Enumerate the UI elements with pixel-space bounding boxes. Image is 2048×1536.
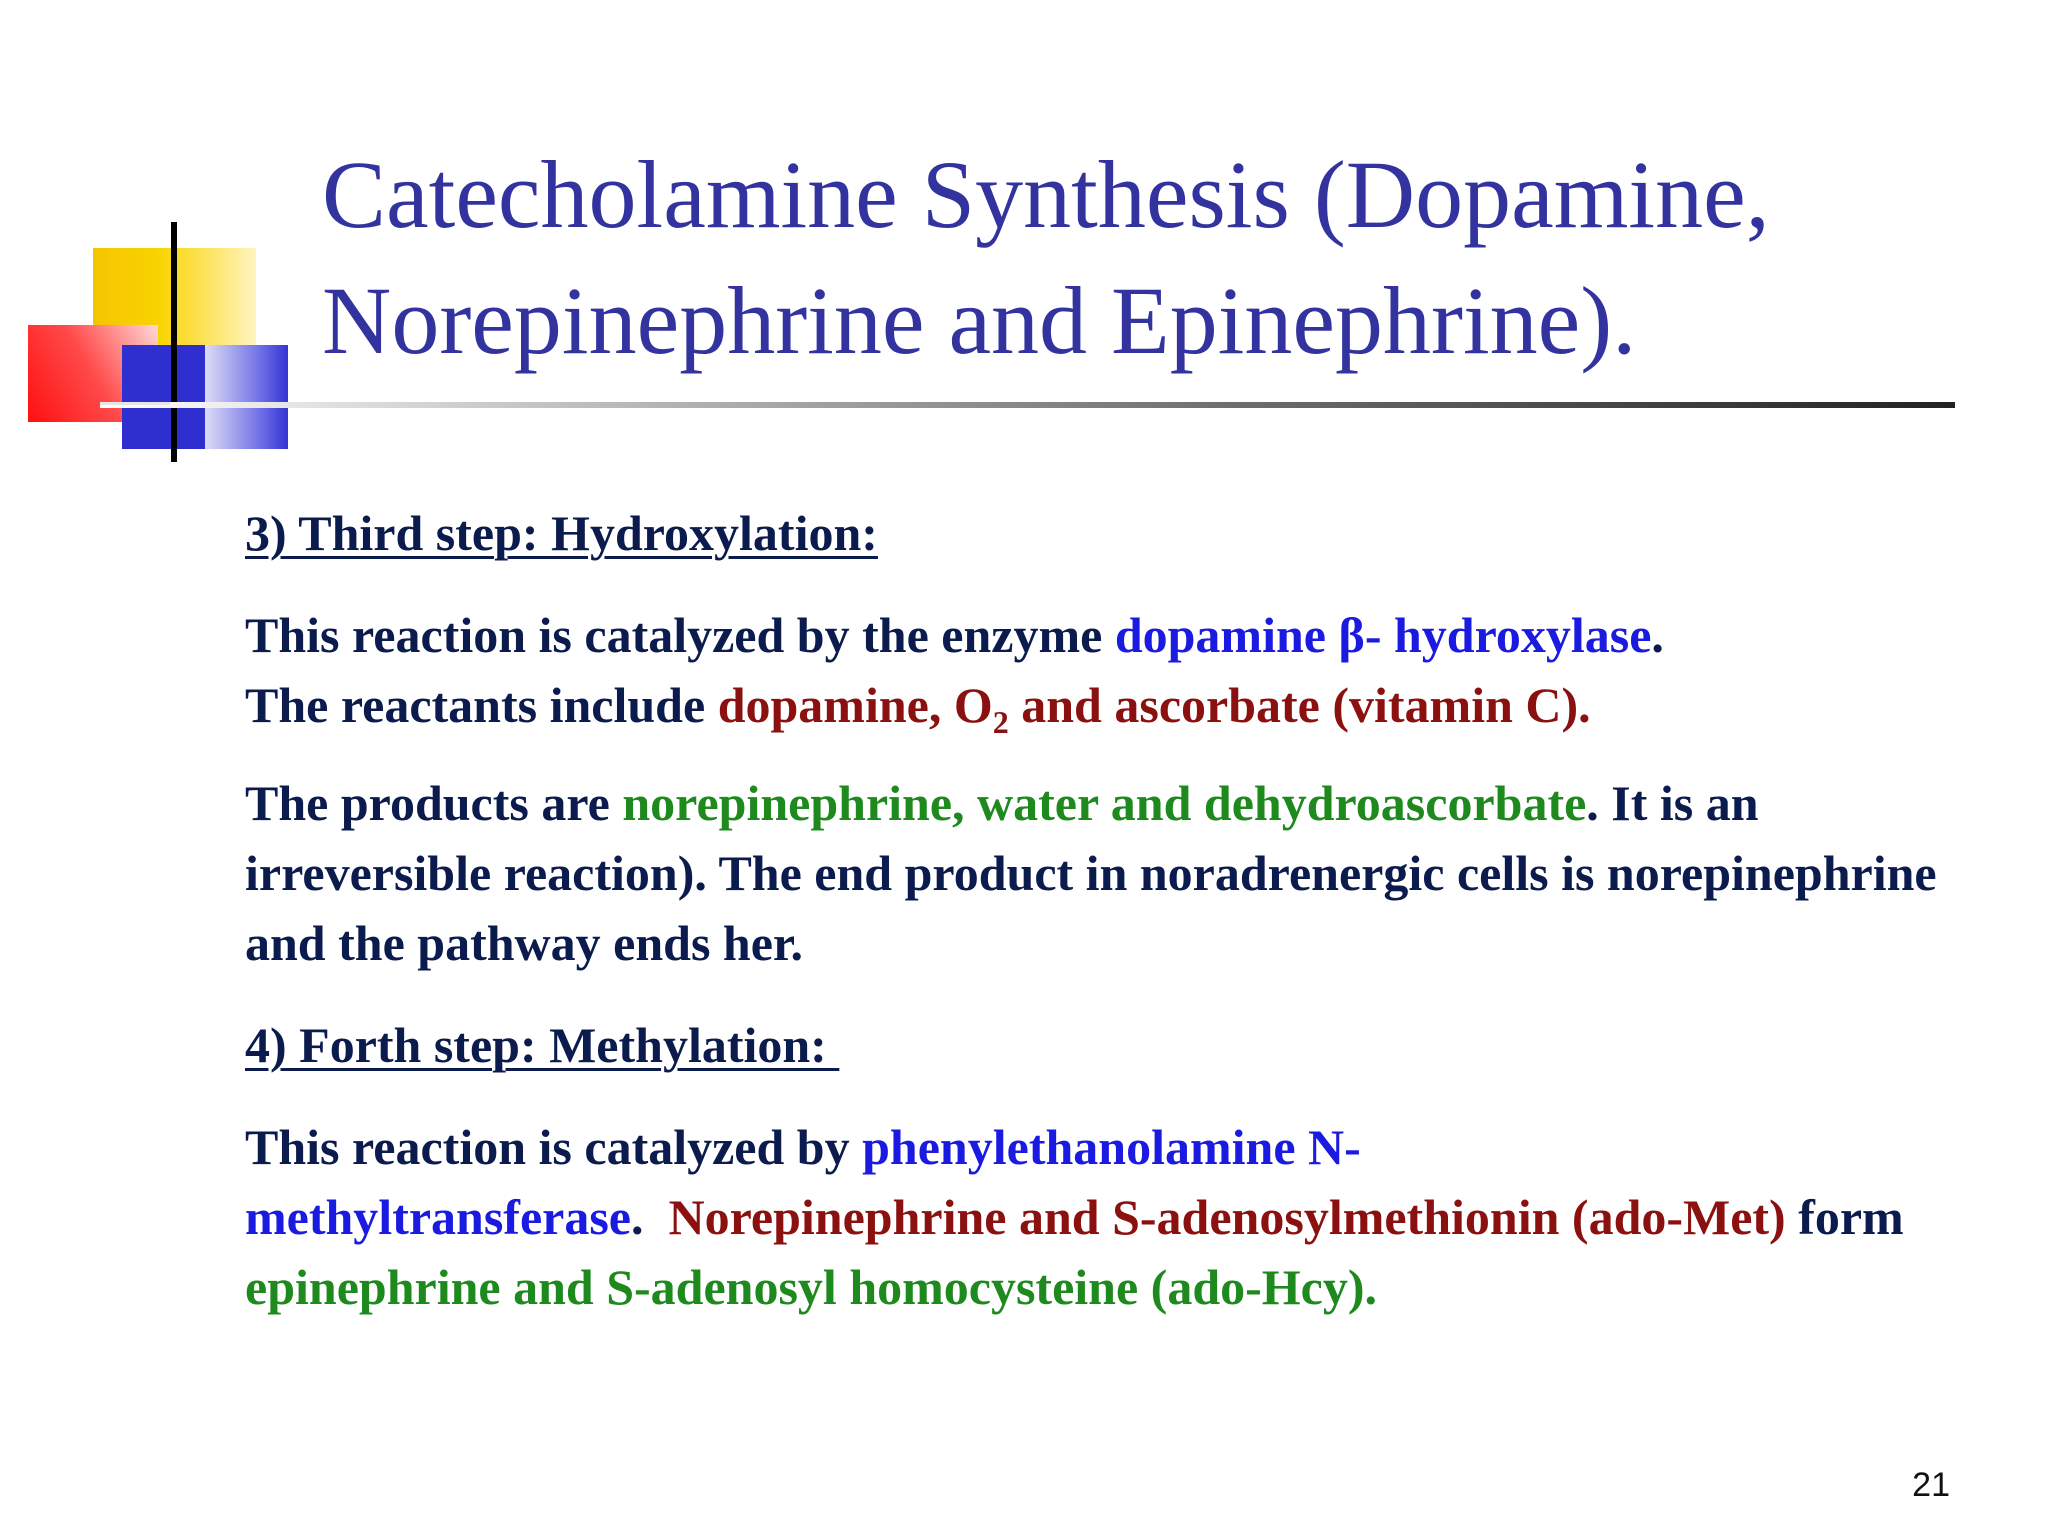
step3-paragraph-2 [245,768,1965,978]
slide-title [322,132,1982,384]
step3-o2-subscript: 2 [992,704,1009,740]
step3-enzyme: dopamine β- hydroxylase [1114,607,1652,663]
step3-p1-end: . [1651,607,1664,663]
step4-products: epinephrine and S-adenosyl homocysteine (ado-Hcy). [245,1259,1378,1315]
step4-reactants: Norepinephrine and S-adenosylmethionin (ado-Met) [668,1189,1786,1245]
title-line-2: Norepinephrine and Epinephrine). [322,267,1637,374]
step3-p2-text: The reactants include [245,677,718,733]
decorative-short-line [100,402,170,405]
step3-reactants [717,677,1591,740]
step4-p1-sep: . [631,1189,669,1245]
step3-paragraph-1 [245,600,1965,740]
step3-heading: 3) Third step: Hydroxylation: [245,505,878,561]
slide-body [245,498,1965,1322]
step4-p1-text: This reaction is catalyzed by [245,1119,863,1175]
decorative-blue-gradient-square [205,345,288,449]
step3-p1-text: This reaction is catalyzed by the enzyme [245,607,1115,663]
decorative-vertical-line [171,222,177,462]
step3-reactants-b: and ascorbate (vitamin C). [1008,677,1591,733]
step3-reactants-a: dopamine, O [717,677,993,733]
step3-p3-text: The products are [245,775,623,831]
step4-enzyme: phenylethanolamine N-methyltransferase [245,1119,1361,1245]
step4-heading: 4) Forth step: Methylation: [245,1017,840,1073]
decorative-blue-square [122,345,205,449]
step4-p1-form: form [1785,1189,1904,1245]
step3-p3-end: . It is an irreversible reaction). The end product in noradrenergic cells is norepinephrine and the pathway ends her. [245,775,1937,971]
step4-paragraph [245,1112,1965,1322]
step3-products: norepinephrine, water and dehydroascorbate [622,775,1587,831]
slide-number: 21 [1912,1466,1950,1504]
title-underline-rule [100,402,1955,408]
title-line-1: Catecholamine Synthesis (Dopamine, [322,141,1770,248]
